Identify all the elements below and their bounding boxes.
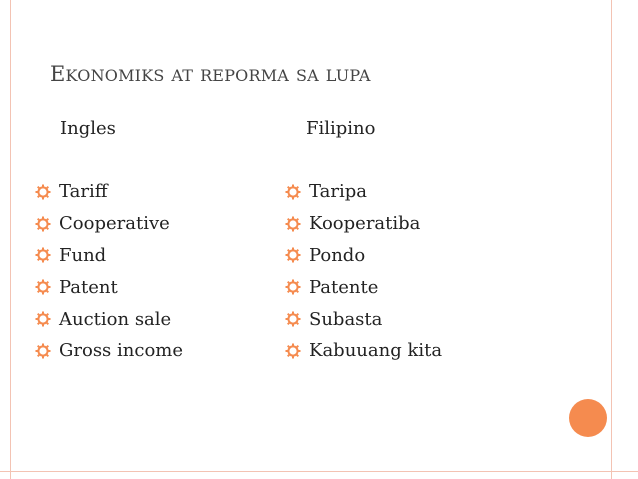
list-item: [35, 208, 183, 240]
list-item: [285, 176, 442, 208]
column-heading-filipino: Filipino: [306, 118, 376, 139]
gear-bullet-icon: [285, 215, 307, 233]
list-item-label: Pondo: [309, 244, 366, 266]
gear-bullet-icon: [35, 183, 57, 201]
english-term-list: [35, 176, 183, 367]
gear-bullet-icon: [35, 310, 57, 328]
gear-bullet-icon: [285, 342, 307, 360]
gear-bullet-icon: [285, 310, 307, 328]
list-item: [285, 208, 442, 240]
frame-left-line: [10, 0, 11, 479]
list-item: [35, 240, 183, 272]
list-item-label: Taripa: [309, 181, 367, 203]
list-item: [285, 303, 442, 335]
gear-bullet-icon: [35, 246, 57, 264]
list-item-label: Auction sale: [59, 308, 172, 330]
list-item: [35, 271, 183, 303]
column-heading-english: Ingles: [60, 118, 116, 139]
gear-bullet-icon: [35, 215, 57, 233]
list-item-label: Cooperative: [59, 213, 170, 235]
list-item-label: Gross income: [59, 340, 184, 362]
list-item-label: Kooperatiba: [309, 213, 421, 235]
list-item: [285, 271, 442, 303]
list-item-label: Patent: [59, 276, 118, 298]
gear-bullet-icon: [35, 278, 57, 296]
list-item-label: Patente: [309, 276, 379, 298]
frame-right-line: [611, 0, 612, 479]
slide-title-text: EKONOMIKS AT REPORMA SA LUPA: [50, 62, 371, 86]
gear-bullet-icon: [285, 183, 307, 201]
gear-bullet-icon: [285, 246, 307, 264]
list-item: [35, 303, 183, 335]
list-item-label: Kabuuang kita: [309, 340, 443, 362]
gear-bullet-icon: [285, 278, 307, 296]
filipino-term-list: [285, 176, 442, 367]
list-item-label: Fund: [59, 244, 107, 266]
frame-bottom-line: [0, 471, 638, 472]
list-item: [285, 240, 442, 272]
slide-title: [50, 62, 371, 86]
orange-circle-icon: [569, 399, 607, 437]
list-item: [35, 176, 183, 208]
list-item-label: Tariff: [59, 181, 108, 203]
gear-bullet-icon: [35, 342, 57, 360]
list-item: [285, 335, 442, 367]
list-item-label: Subasta: [309, 308, 383, 330]
list-item: [35, 335, 183, 367]
